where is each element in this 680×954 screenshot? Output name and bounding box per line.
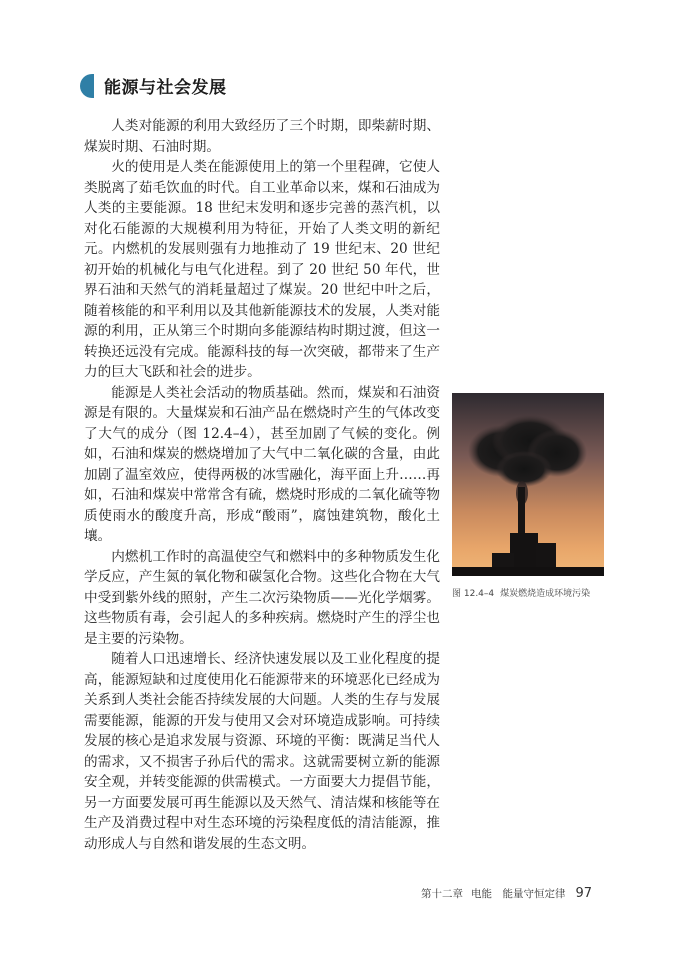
pollution-photo [452,393,604,576]
footer-chapter: 第十二章 [420,888,463,900]
section-title: 能源与社会发展 [104,78,227,98]
paragraph-3: 能源是人类社会活动的物质基础。然而，煤炭和石油资源是有限的。大量煤炭和石油产品在燃烧时产生的气体改变了大气的成分（图 12.4–4），甚至加剧了气候的变化。例如，石油和煤炭的燃烧增加了大气中二氧化碳的含量，由此加剧了温室效应，使得两极的冰雪融化，海平面上升……再如，石油和煤炭中常常含有硫，燃烧时形成的二氧化硫等物质使雨水的酸度升高，形成“酸雨”，腐蚀建筑物，酸化土壤。 [84,384,440,544]
paragraph-5: 随着人口迅速增长、经济快速发展以及工业化程度的提高，能源短缺和过度使用化石能源带来的环境恶化已经成为关系到人类社会能否持续发展的大问题。人类的生存与发展需要能源，能源的开发与使用又会对环境造成影响。可持续发展的核心是追求发展与资源、环境的平衡：既满足当代人的需求，又不损害子孙后代的需求。这就需要树立新的能源安全观，并转变能源的供需模式。一方面要大力提倡节能，另一方面要发展可再生能源以及天然气、清洁煤和核能等在生产及消费过程中对生态环境的污染程度低的清洁能源，推动形成人与自然和谐发展的生态文明。 [84,651,440,852]
heading-marker [80,74,94,98]
paragraph-4: 内燃机工作时的高温使空气和燃料中的多种物质发生化学反应，产生氮的氧化物和碳氢化合物。这些化合物在大气中受到紫外线的照射，产生二次污染物质——光化学烟雾。这些物质有毒，会引起人的多种疾病。燃烧时产生的浮尘也是主要的污染物。 [84,548,440,647]
body-text [84,116,440,854]
figure-number: 图 12.4–4 [452,589,495,599]
page-footer [421,886,592,901]
section-heading [80,73,227,98]
figure-caption-text: 煤炭燃烧造成环境污染 [500,589,591,599]
footer-title: 电能 能量守恒定律 [470,888,566,900]
paragraph-1: 人类对能源的利用大致经历了三个时期，即柴薪时期、煤炭时期、石油时期。 [84,118,440,155]
figure-caption [452,586,652,599]
page-number: 97 [575,886,592,901]
paragraph-2: 火的使用是人类在能源使用上的第一个里程碑，它使人类脱离了茹毛饮血的时代。自工业革命以来，煤和石油成为人类的主要能源。18 世纪末发明和逐步完善的蒸汽机，以对化石能源的大规模利用为特征，开始了人类文明的新纪元。内燃机的发展则强有力地推动了 19 世纪末、20 世纪初开始的机械化与电气化进程。到了 20 世纪 50 年代，世界石油和天然气的消耗量超过了煤炭。20 世纪中叶之后，随着核能的和平利用以及其他新能源技术的发展，人类对能源的利用，正从第三个时期向多能源结构时期过渡，但这一转换还远没有完成。能源科技的每一次突破，都带来了生产力的巨大飞跃和社会的进步。 [84,159,440,380]
